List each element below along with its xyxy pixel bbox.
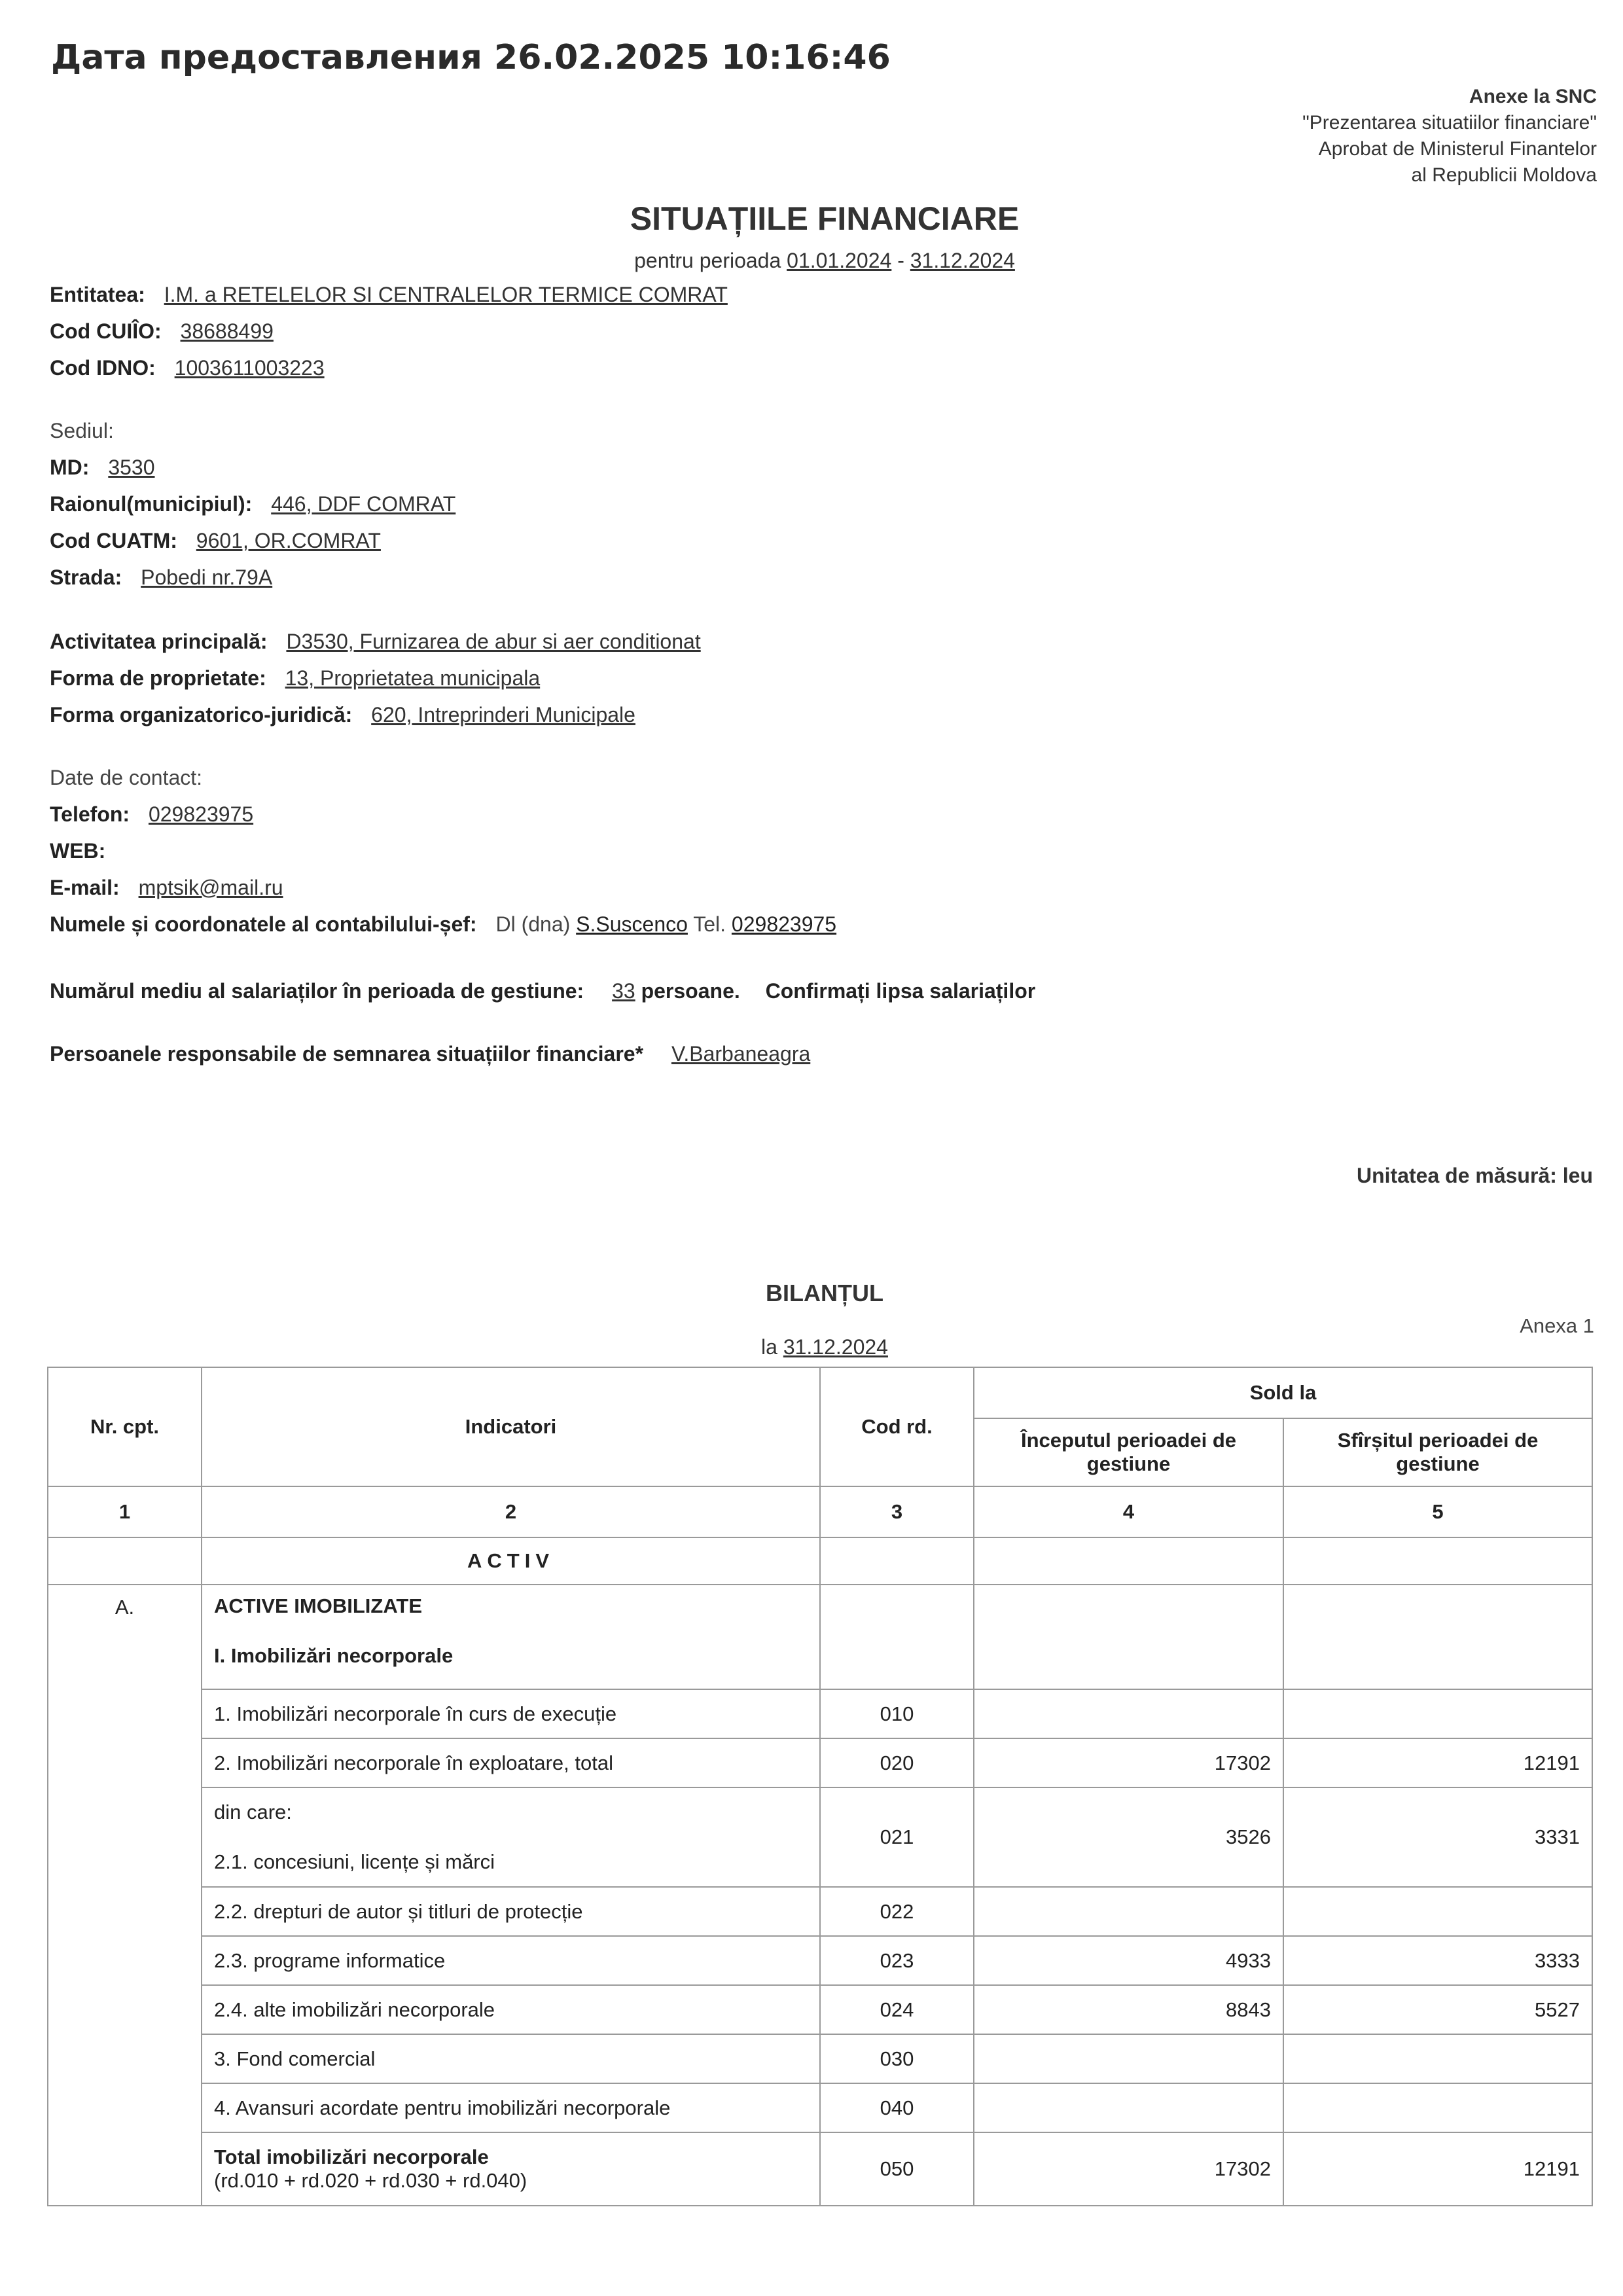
total-label-block bbox=[202, 2132, 820, 2206]
row-start-value: 8843 bbox=[974, 1985, 1283, 2034]
chief-accountant-label: Numele și coordonatele al contabilului-șef: bbox=[50, 912, 477, 936]
main-activity-label: Activitatea principală: bbox=[50, 630, 268, 653]
table-row bbox=[48, 1936, 1592, 1985]
header-start-period: Începutul perioadei de gestiune bbox=[974, 1418, 1283, 1486]
balance-date-value: 31.12.2024 bbox=[783, 1335, 888, 1359]
ownership-label: Forma de proprietate: bbox=[50, 666, 266, 690]
responsible-label: Persoanele responsabile de semnarea situațiilor financiare* bbox=[50, 1042, 644, 1066]
employees-row bbox=[50, 979, 1035, 1003]
total-end-value: 12191 bbox=[1283, 2132, 1592, 2206]
annex-line-3: Aprobat de Ministerul Finantelor bbox=[1318, 138, 1597, 160]
legal-form-row bbox=[50, 703, 635, 727]
row-label: 3. Fond comercial bbox=[202, 2034, 820, 2083]
legal-form-value: 620, Intreprinderi Municipale bbox=[371, 703, 635, 726]
cuatm-row bbox=[50, 529, 381, 553]
row-start-value bbox=[974, 1887, 1283, 1936]
activ-row bbox=[48, 1537, 1592, 1585]
total-formula: (rd.010 + rd.020 + rd.030 + rd.040) bbox=[214, 2169, 527, 2192]
period-separator: - bbox=[897, 249, 904, 272]
row-code: 024 bbox=[820, 1985, 974, 2034]
md-value: 3530 bbox=[108, 456, 155, 479]
phone-row bbox=[50, 802, 253, 827]
street-label: Strada: bbox=[50, 565, 122, 589]
row-start-value bbox=[974, 2034, 1283, 2083]
period-end: 31.12.2024 bbox=[910, 249, 1015, 272]
section-a-empty-cod bbox=[820, 1585, 974, 1689]
phone-label: Telefon: bbox=[50, 802, 130, 826]
col-number-5: 5 bbox=[1283, 1486, 1592, 1537]
row-start-value: 17302 bbox=[974, 1738, 1283, 1787]
row-code: 022 bbox=[820, 1887, 974, 1936]
row-end-value bbox=[1283, 1689, 1592, 1738]
md-row bbox=[50, 456, 155, 480]
cuatm-label: Cod CUATM: bbox=[50, 529, 177, 552]
col-number-2: 2 bbox=[202, 1486, 820, 1537]
web-row bbox=[50, 839, 105, 863]
row-end-value: 12191 bbox=[1283, 1738, 1592, 1787]
phone-value: 029823975 bbox=[148, 802, 254, 826]
main-activity-value: D3530, Furnizarea de abur si aer conditionat bbox=[286, 630, 701, 653]
md-label: MD: bbox=[50, 456, 90, 479]
row-end-value: 3331 bbox=[1283, 1787, 1592, 1887]
annex-line-2: "Prezentarea situatiilor financiare" bbox=[1302, 112, 1597, 134]
employees-label: Numărul mediu al salariaților în perioada de gestiune: bbox=[50, 979, 584, 1003]
row-code: 010 bbox=[820, 1689, 974, 1738]
table-row bbox=[48, 1689, 1592, 1738]
total-code: 050 bbox=[820, 2132, 974, 2206]
cuiio-label: Cod CUIÎO: bbox=[50, 319, 162, 343]
total-start-value: 17302 bbox=[974, 2132, 1283, 2206]
annex-note bbox=[1302, 84, 1597, 188]
col-number-4: 4 bbox=[974, 1486, 1283, 1537]
confirm-no-employees: Confirmați lipsa salariaților bbox=[765, 979, 1036, 1003]
ownership-value: 13, Proprietatea municipala bbox=[285, 666, 541, 690]
row-start-value bbox=[974, 2083, 1283, 2132]
submission-date: Дата предоставления 26.02.2025 10:16:46 bbox=[51, 38, 891, 77]
row-label: 1. Imobilizări necorporale în curs de execuție bbox=[202, 1689, 820, 1738]
table-row bbox=[48, 2034, 1592, 2083]
responsible-row bbox=[50, 1042, 810, 1066]
row-label-pre: din care: bbox=[214, 1801, 292, 1823]
unit-of-measure: Unitatea de măsură: leu bbox=[1357, 1164, 1593, 1187]
main-activity-row bbox=[50, 630, 701, 654]
entity-name: I.M. a RETELELOR SI CENTRALELOR TERMICE COMRAT bbox=[164, 283, 728, 306]
contact-title: Date de contact: bbox=[50, 766, 203, 789]
annex-line-4: al Republicii Moldova bbox=[1411, 164, 1597, 186]
section-a-nr: A. bbox=[48, 1585, 202, 2206]
table-row bbox=[48, 1985, 1592, 2034]
column-number-row bbox=[48, 1486, 1592, 1537]
cuiio-row bbox=[50, 319, 274, 344]
section-a-headings bbox=[202, 1585, 820, 1689]
row-start-value: 4933 bbox=[974, 1936, 1283, 1985]
subsection-intangibles: I. Imobilizări necorporale bbox=[214, 1644, 454, 1667]
header-row-1 bbox=[48, 1367, 1592, 1418]
entity-row bbox=[50, 283, 728, 307]
chief-accountant-name: S.Suscenco bbox=[576, 912, 688, 936]
row-label-block bbox=[202, 1787, 820, 1887]
document-title: SITUAȚIILE FINANCIARE bbox=[630, 200, 1020, 237]
email-value: mptsik@mail.ru bbox=[138, 876, 283, 899]
responsible-name: V.Barbaneagra bbox=[671, 1042, 811, 1066]
balance-date bbox=[0, 1335, 1623, 1359]
row-label: 4. Avansuri acordate pentru imobilizări necorporale bbox=[202, 2083, 820, 2132]
activ-empty-start bbox=[974, 1537, 1283, 1585]
reporting-period bbox=[0, 249, 1623, 273]
period-start: 01.01.2024 bbox=[787, 249, 892, 272]
balance-date-prefix: la bbox=[761, 1335, 777, 1359]
row-code: 030 bbox=[820, 2034, 974, 2083]
chief-accountant-tel: 029823975 bbox=[731, 912, 837, 936]
idno-value: 1003611003223 bbox=[174, 356, 325, 380]
section-a-empty-end bbox=[1283, 1585, 1592, 1689]
headquarters-label: Sediul: bbox=[50, 419, 114, 442]
row-label: 2.2. drepturi de autor și titluri de protecție bbox=[202, 1887, 820, 1936]
col-number-1: 1 bbox=[48, 1486, 202, 1537]
employees-unit: persoane. bbox=[641, 979, 740, 1003]
row-end-value bbox=[1283, 1887, 1592, 1936]
row-label: 2.1. concesiuni, licențe și mărci bbox=[214, 1850, 495, 1873]
row-code: 040 bbox=[820, 2083, 974, 2132]
table-row bbox=[48, 1738, 1592, 1787]
header-nr: Nr. cpt. bbox=[48, 1367, 202, 1486]
section-a-empty-start bbox=[974, 1585, 1283, 1689]
cuatm-value: 9601, OR.COMRAT bbox=[196, 529, 381, 552]
email-row bbox=[50, 876, 283, 900]
row-end-value: 3333 bbox=[1283, 1936, 1592, 1985]
row-code: 021 bbox=[820, 1787, 974, 1887]
legal-form-label: Forma organizatorico-juridică: bbox=[50, 703, 353, 726]
chief-accountant-prefix: Dl (dna) bbox=[495, 912, 571, 936]
annex-line-1: Anexe la SNC bbox=[1469, 86, 1597, 107]
activ-empty-end bbox=[1283, 1537, 1592, 1585]
district-label: Raionul(municipiul): bbox=[50, 492, 253, 516]
table-row bbox=[48, 1787, 1592, 1887]
entity-label: Entitatea: bbox=[50, 283, 145, 306]
header-cod: Cod rd. bbox=[820, 1367, 974, 1486]
ownership-row bbox=[50, 666, 540, 691]
row-start-value: 3526 bbox=[974, 1787, 1283, 1887]
table-row bbox=[48, 1887, 1592, 1936]
total-row bbox=[48, 2132, 1592, 2206]
balance-annex: Anexa 1 bbox=[1520, 1314, 1594, 1337]
period-prefix: pentru perioada bbox=[634, 249, 781, 272]
street-value: Pobedi nr.79A bbox=[141, 565, 273, 589]
district-value: 446, DDF COMRAT bbox=[271, 492, 456, 516]
section-a-row bbox=[48, 1585, 1592, 1689]
row-label: 2. Imobilizări necorporale în exploatare, total bbox=[202, 1738, 820, 1787]
cuiio-value: 38688499 bbox=[180, 319, 274, 343]
chief-accountant-tel-label: Tel. bbox=[693, 912, 726, 936]
total-label: Total imobilizări necorporale bbox=[214, 2145, 489, 2168]
street-row bbox=[50, 565, 272, 590]
row-label: 2.3. programe informatice bbox=[202, 1936, 820, 1985]
row-code: 020 bbox=[820, 1738, 974, 1787]
employees-count: 33 bbox=[612, 979, 635, 1003]
district-row bbox=[50, 492, 455, 516]
row-end-value: 5527 bbox=[1283, 1985, 1592, 2034]
activ-heading: ACTIV bbox=[202, 1537, 820, 1585]
header-indicatori: Indicatori bbox=[202, 1367, 820, 1486]
row-end-value bbox=[1283, 2083, 1592, 2132]
row-label: 2.4. alte imobilizări necorporale bbox=[202, 1985, 820, 2034]
balance-table bbox=[47, 1367, 1593, 2206]
header-end-period: Sfîrșitul perioadei de gestiune bbox=[1283, 1418, 1592, 1486]
row-code: 023 bbox=[820, 1936, 974, 1985]
col-number-3: 3 bbox=[820, 1486, 974, 1537]
chief-accountant-row bbox=[50, 912, 836, 937]
table-row bbox=[48, 2083, 1592, 2132]
activ-empty-nr bbox=[48, 1537, 202, 1585]
web-label: WEB: bbox=[50, 839, 106, 863]
idno-label: Cod IDNO: bbox=[50, 356, 156, 380]
idno-row bbox=[50, 356, 325, 380]
header-sold: Sold la bbox=[974, 1367, 1592, 1418]
activ-empty-cod bbox=[820, 1537, 974, 1585]
email-label: E-mail: bbox=[50, 876, 120, 899]
row-start-value bbox=[974, 1689, 1283, 1738]
section-a-title: ACTIVE IMOBILIZATE bbox=[214, 1594, 423, 1617]
row-end-value bbox=[1283, 2034, 1592, 2083]
balance-title: BILANȚUL bbox=[766, 1280, 883, 1306]
